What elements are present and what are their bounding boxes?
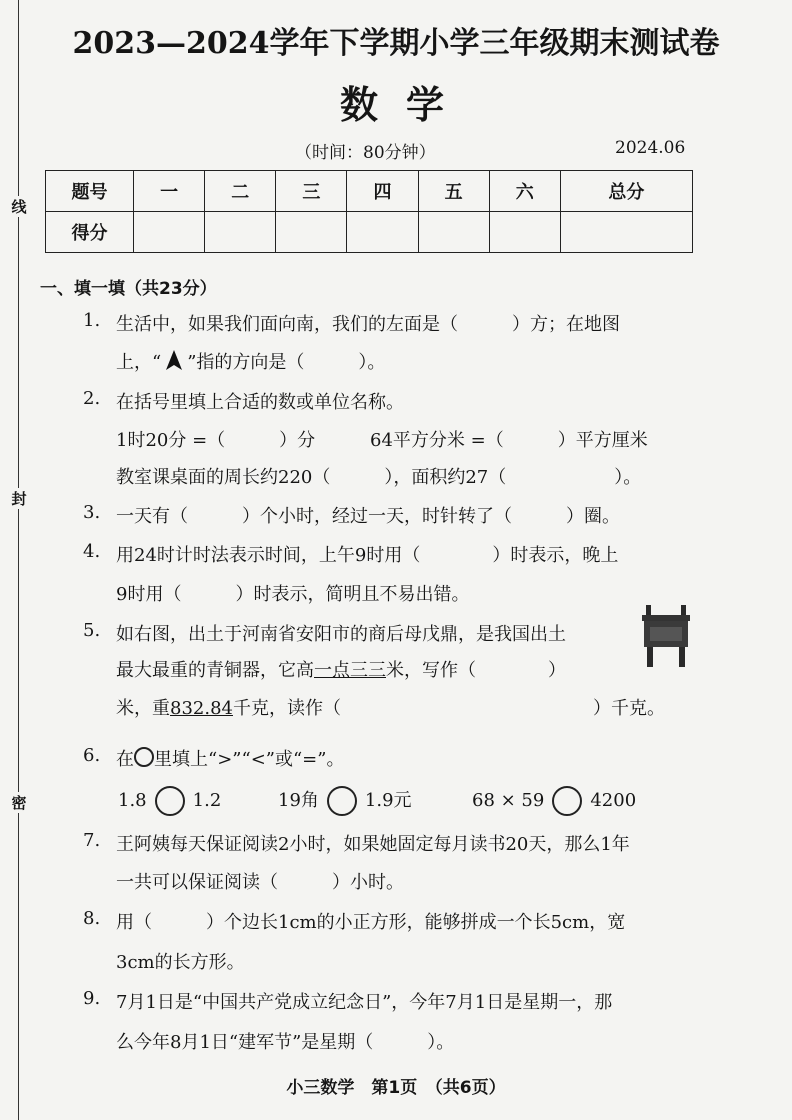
exam-title: 2023—2024学年下学期小学三年级期末测试卷 — [72, 26, 720, 61]
time-limit: （时间：80分钟） — [295, 143, 436, 163]
question-text: 用24时计时法表示时间，上午9时用（ ）时表示，晚上 — [116, 545, 619, 566]
question-text-part: 上，“ — [116, 352, 162, 373]
question-text-part: 米，重 — [116, 698, 170, 719]
score-blank[interactable] — [276, 212, 347, 253]
score-label: 得分 — [46, 212, 134, 253]
question-text: 生活中，如果我们面向南，我们的左面是（ ）方；在地图 — [116, 314, 620, 335]
question-text-part: 最大最重的青铜器，它高 — [116, 660, 314, 681]
compare-item — [278, 786, 412, 816]
question-number: 9. — [83, 988, 101, 1009]
score-cell: 总分 — [560, 171, 692, 212]
question-number: 3. — [83, 502, 101, 523]
question-number: 1. — [83, 310, 101, 331]
question-text-part: 在 — [116, 749, 134, 770]
margin-mark-xian: 线 — [8, 196, 30, 217]
score-cell: 二 — [205, 171, 276, 212]
question-number: 8. — [83, 908, 101, 929]
margin-mark-mi: 密 — [8, 792, 30, 813]
question-text: 用（ ）个边长1cm的小正方形，能够拼成一个长5cm，宽 — [116, 912, 626, 933]
question-text: 如右图，出土于河南省安阳市的商后母戊鼎，是我国出土 — [116, 624, 566, 645]
question-text-part: ”指的方向是（ ）。 — [187, 352, 386, 373]
north-arrow-icon — [163, 349, 185, 376]
question-text: 1时20分 =（ ）分 — [116, 430, 316, 451]
question-number: 7. — [83, 830, 101, 851]
score-blank[interactable] — [418, 212, 489, 253]
question-number: 2. — [83, 388, 101, 409]
compare-item — [118, 786, 221, 816]
score-table-score-row — [46, 212, 693, 253]
score-table-header-row — [46, 171, 693, 212]
question-text-part: 千克，读作（ ）千克。 — [232, 698, 665, 719]
score-blank[interactable] — [205, 212, 276, 253]
subject-title: 数学 — [339, 82, 472, 127]
margin-mark-feng: 封 — [8, 488, 30, 509]
question-text-part: 米，写作（ ） — [386, 660, 566, 681]
question-text: 64平方分米 =（ ）平方厘米 — [370, 430, 648, 451]
question-text: 在括号里填上合适的数或单位名称。 — [116, 392, 404, 413]
score-cell: 一 — [134, 171, 205, 212]
question-text — [116, 694, 665, 720]
compare-circle[interactable] — [327, 786, 357, 816]
score-blank[interactable] — [560, 212, 692, 253]
score-table — [45, 170, 693, 253]
question-text — [116, 656, 566, 682]
question-text — [116, 745, 344, 771]
score-blank[interactable] — [347, 212, 418, 253]
score-cell: 题号 — [46, 171, 134, 212]
question-text: 教室课桌面的周长约220（ ），面积约27（ ）。 — [116, 467, 642, 488]
question-text-part: 里填上“>”“<”或“=”。 — [154, 749, 345, 770]
compare-item — [472, 786, 636, 816]
score-cell: 四 — [347, 171, 418, 212]
exam-date: 2024.06 — [615, 138, 686, 158]
score-cell: 五 — [418, 171, 489, 212]
compare-circle[interactable] — [552, 786, 582, 816]
question-text: 王阿姨每天保证阅读2小时，如果她固定每月读书20天，那么1年 — [116, 834, 630, 855]
question-text — [116, 348, 385, 376]
page-footer: 小三数学 第1页 （共6页） — [286, 1078, 506, 1098]
compare-right: 1.9元 — [364, 790, 412, 811]
compare-right: 1.2 — [192, 790, 222, 811]
question-text: 7月1日是“中国共产党成立纪念日”，今年7月1日是星期一，那 — [116, 992, 613, 1013]
binding-line — [18, 0, 19, 1120]
score-cell: 三 — [276, 171, 347, 212]
bronze-ding-image — [640, 603, 692, 673]
score-cell: 六 — [489, 171, 560, 212]
question-number: 6. — [83, 745, 101, 766]
circle-symbol-icon — [134, 747, 154, 767]
score-blank[interactable] — [134, 212, 205, 253]
question-number: 4. — [83, 541, 101, 562]
question-text: 一天有（ ）个小时，经过一天，时针转了（ ）圈。 — [116, 506, 620, 527]
score-blank[interactable] — [489, 212, 560, 253]
question-text: 3cm的长方形。 — [116, 952, 245, 973]
compare-left: 19角 — [278, 790, 319, 811]
section-heading: 一、填一填（共23分） — [40, 279, 217, 299]
underlined-text: 832.84 — [170, 698, 233, 719]
underlined-text: 一点三三 — [314, 660, 386, 681]
question-number: 5. — [83, 620, 101, 641]
compare-circle[interactable] — [155, 786, 185, 816]
compare-right: 4200 — [590, 790, 637, 811]
question-text: 9时用（ ）时表示，简明且不易出错。 — [116, 584, 470, 605]
compare-left: 68 × 59 — [472, 790, 545, 811]
question-text: 一共可以保证阅读（ ）小时。 — [116, 872, 404, 893]
compare-left: 1.8 — [118, 790, 147, 811]
question-text: 么今年8月1日“建军节”是星期（ ）。 — [116, 1032, 455, 1053]
